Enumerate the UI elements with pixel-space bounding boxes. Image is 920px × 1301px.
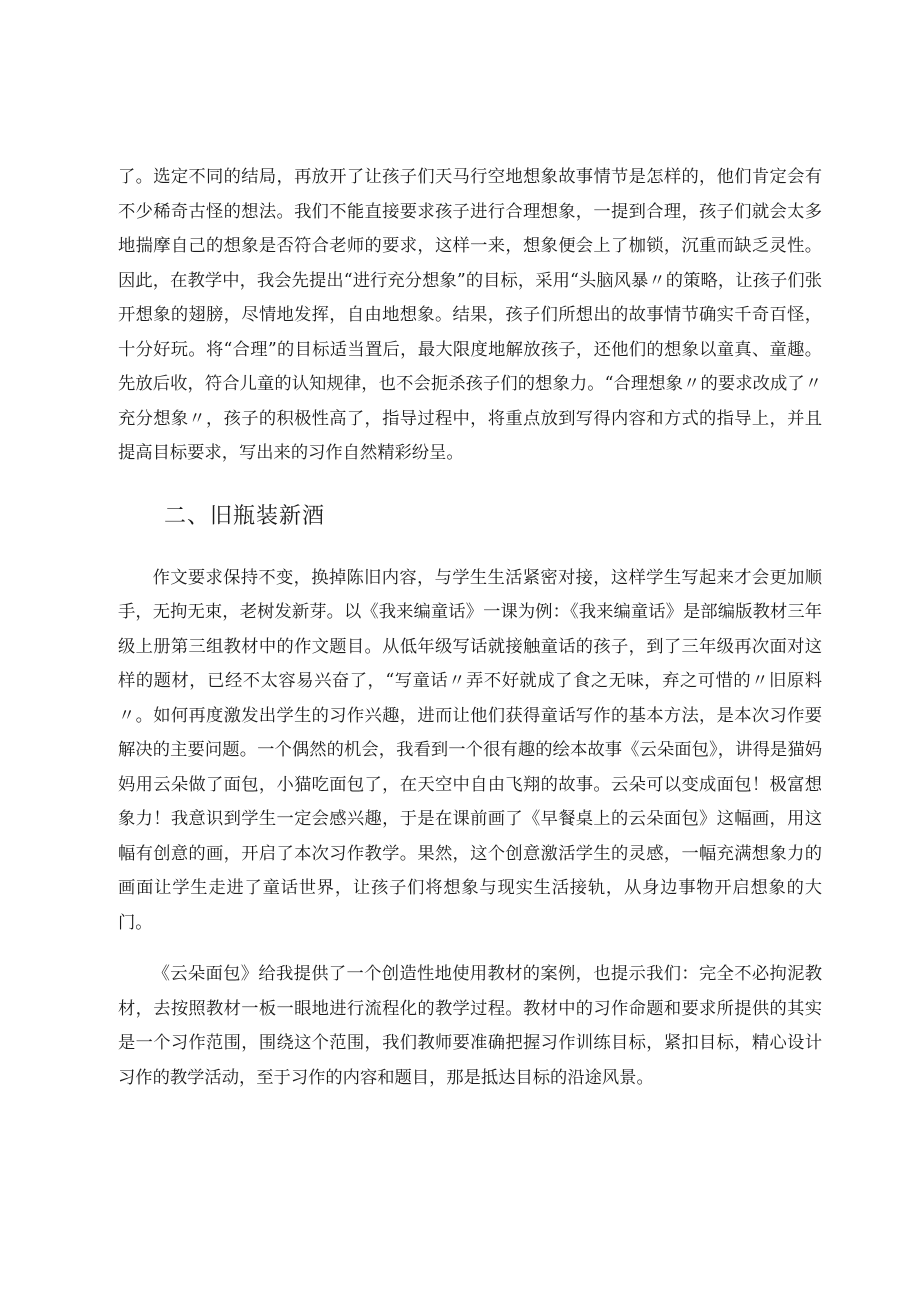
- body-paragraph-3: 《云朵面包》给我提供了一个创造性地使用教材的案例，也提示我们：完全不必拘泥教材，去按照教材一板一眼地进行流程化的教学过程。教材中的习作命题和要求所提供的其实是一个习作范围，围绕这个范围，我们教师要准确把握习作训练目标，紧扣目标，精心设计习作的教学活动，至于习作的内容和题目，那是抵达目标的沿途风景。: [118, 964, 822, 1088]
- body-paragraph-2: 作文要求保持不变，换掉陈旧内容，与学生生活紧密对接，这样学生写起来才会更加顺手，无拘无束，老树发新芽。以《我来编童话》一课为例：《我来编童话》是部编版教材三年级上册第三组教材中的作文题目。从低年级写话就接触童话的孩子，到了三年级再次面对这样的题材，已经不太容易兴奋了，“写童话〃弄不好就成了食之无味，弃之可惜的〃旧原料〃。如何再度激发出学生的习作兴趣，进而让他们获得童话写作的基本方法，是本次习作要解决的主要问题。一个偶然的机会，我看到一个很有趣的绘本故事《云朵面包》，讲得是猫妈妈用云朵做了面包，小猫吃面包了，在天空中自由飞翔的故事。云朵可以变成面包！极富想象力！我意识到学生一定会感兴趣，于是在课前画了《早餐桌上的云朵面包》这幅画，用这幅有创意的画，开启了本次习作教学。果然，这个创意激活学生的灵感，一幅充满想象力的画面让学生走进了童话世界，让孩子们将想象与现实生活接轨，从身边事物开启想象的大门。: [118, 567, 822, 933]
- document-page: [118, 160, 822, 1095]
- section-heading: 二、旧瓶装新酒: [164, 503, 326, 529]
- body-paragraph-1: 了。选定不同的结局，再放开了让孩子们天马行空地想象故事情节是怎样的，他们肯定会有不少稀奇古怪的想法。我们不能直接要求孩子进行合理想象，一提到合理，孩子们就会太多地揣摩自己的想象是否符合老师的要求，这样一来，想象便会上了枷锁，沉重而缺乏灵性。因此，在教学中，我会先提出“进行充分想象”的目标，采用“头脑风暴〃的策略，让孩子们张开想象的翅膀，尽情地发挥，自由地想象。结果，孩子们所想出的故事情节确实千奇百怪，十分好玩。将“合理”的目标适当置后，最大限度地解放孩子，还他们的想象以童真、童趣。先放后收，符合儿童的认知规律，也不会扼杀孩子们的想象力。“合理想象〃的要求改成了〃充分想象〃，孩子的积极性高了，指导过程中，将重点放到写得内容和方式的指导上，并且提高目标要求，写出来的习作自然精彩纷呈。: [118, 167, 822, 463]
